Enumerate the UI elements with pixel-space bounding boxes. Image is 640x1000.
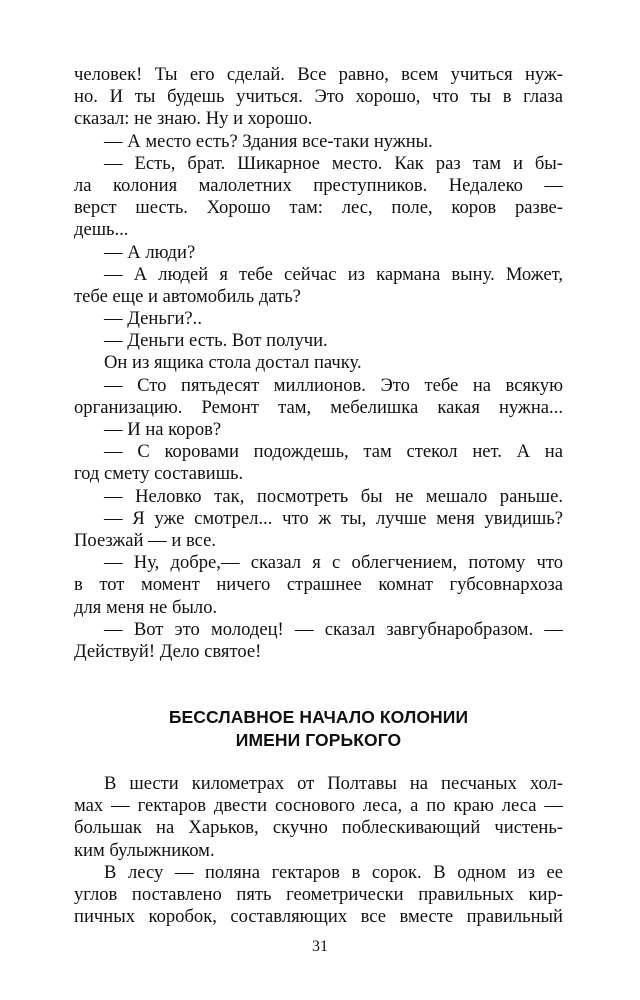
text-line: — Деньги есть. Вот получи. [104, 330, 328, 352]
text-line: большак на Харьков, скучно поблескивающий чистень- [74, 817, 563, 839]
text-line: — А место есть? Здания все-таки нужны. [104, 130, 433, 152]
chapter-heading-line-2: ИМЕНИ ГОРЬКОГО [235, 730, 402, 751]
text-line: В лесу — поляна гектаров в сорок. В одном из ее [104, 861, 563, 883]
text-line: — Неловко так, посмотреть бы не мешало раньше. [104, 485, 563, 507]
text-line: мах — гектаров двести соснового леса, а по краю леса — [74, 795, 563, 817]
text-block-chapter-start [74, 773, 563, 928]
text-line: тебе еще и автомобиль дать? [74, 285, 301, 307]
text-line: Поезжай — и все. [74, 529, 217, 551]
text-line: — Сто пятьдесят миллионов. Это тебе на всякую [104, 374, 563, 396]
text-line: Действуй! Дело святое! [74, 640, 262, 662]
text-line: верст шесть. Хорошо там: лес, поле, коров разве- [74, 197, 563, 219]
chapter-heading [74, 706, 563, 752]
text-line: — И на коров? [104, 419, 222, 440]
spacer [74, 752, 563, 773]
text-block-dialogue [74, 64, 563, 663]
text-line: — Деньги?.. [104, 308, 202, 330]
text-line: пичных коробок, составляющих все вместе правильный [74, 906, 563, 928]
page-body [74, 64, 563, 928]
chapter-heading-line-1: БЕССЛАВНОЕ НАЧАЛО КОЛОНИИ [168, 707, 469, 728]
text-line: Он из ящика стола достал пачку. [104, 352, 362, 374]
text-line: — С коровами подождешь, там стекол нет. А на [104, 441, 563, 463]
text-line: организацию. Ремонт там, мебелишка какая нужна... [74, 396, 563, 418]
page-number: 31 [312, 938, 328, 955]
text-line: год смету составишь. [74, 463, 244, 485]
text-line: — А люди? [104, 241, 196, 263]
text-line: — А людей я тебе сейчас из кармана выну. Может, [104, 263, 563, 285]
text-line: но. И ты будешь учиться. Это хорошо, что ты в глаза [74, 86, 563, 108]
text-line: в тот момент ничего страшнее комнат губсовнархоза [74, 574, 563, 596]
spacer [74, 663, 563, 706]
text-line: — Я уже смотрел... что ж ты, лучше меня увидишь? [104, 507, 563, 529]
text-line: — Вот это молодец! — сказал завгубнаробразом. — [104, 618, 563, 640]
text-line: — Есть, брат. Шикарное место. Как раз там и бы- [104, 152, 563, 174]
text-line: человек! Ты его сделай. Все равно, всем учиться нуж- [74, 64, 563, 85]
text-line: ким булыжником. [74, 839, 215, 861]
text-line: — Ну, добре,— сказал я с облегчением, потому что [104, 552, 563, 574]
text-line: ла колония малолетних преступников. Недалеко — [74, 174, 563, 196]
text-line: углов поставлено пять геометрически правильных кир- [74, 884, 563, 905]
text-line: дешь... [74, 219, 129, 241]
text-line: сказал: не знаю. Ну и хорошо. [74, 108, 313, 130]
text-line: для меня не было. [74, 596, 218, 618]
text-line: В шести километрах от Полтавы на песчаных хол- [104, 773, 563, 795]
